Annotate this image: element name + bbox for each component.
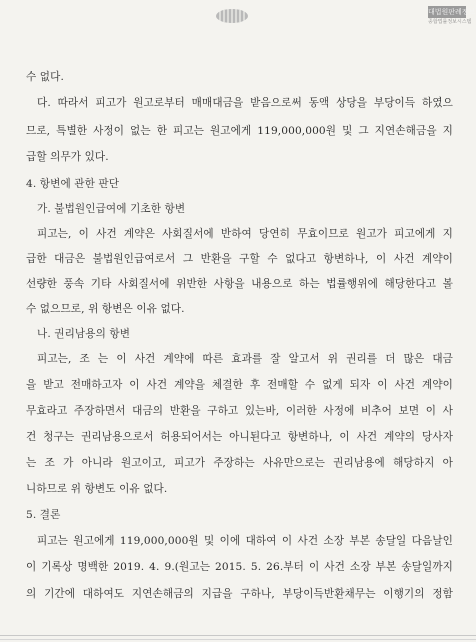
body-line: 수 없으므로, 위 항변은 이유 없다. — [26, 303, 185, 315]
body-line: 므로, 특별한 사정이 없는 한 피고는 원고에게 119,000,000원 및 그 지연손해금을 지 — [26, 125, 453, 137]
body-line: 무효라고 주장하면서 대금의 반환을 구하고 있는바, 이러한 사정에 비추어 보면 이 사 — [26, 405, 453, 417]
body-line: 다. 따라서 피고가 원고로부터 매매대금을 받음으로써 동액 상당을 부당이득 하였으 — [37, 97, 453, 109]
body-line: 을 받고 전매하고자 이 사건 계약을 체결한 후 전매할 수 없게 되자 이 사건 계약이 — [26, 379, 453, 391]
body-line: 피고는, 이 사건 계약은 사회질서에 반하여 당연히 무효이므로 원고가 피고에게 지 — [37, 228, 453, 240]
subsection-heading: 가. 불법원인급여에 기초한 항변 — [37, 203, 186, 215]
source-stamp — [428, 6, 476, 28]
section-heading: 5. 결론 — [26, 509, 61, 521]
body-line: 선량한 풍속 기타 사회질서에 위반한 사항을 내용으로 하는 법률행위에 해당한다고 볼 — [26, 278, 453, 290]
body-line: 피고는, 조 는 이 사건 계약에 따른 효과를 잘 알고서 위 권리를 더 많은 대금 — [37, 353, 453, 365]
section-heading: 4. 항변에 관한 판단 — [26, 178, 120, 190]
body-line: 급한 대금은 불법원인급여로서 그 반환을 구할 수 없다고 항변하나, 이 사건 계약이 — [26, 253, 453, 265]
body-line: 수 없다. — [26, 71, 64, 83]
body-line: 는 조 가 아니라 원고이고, 피고가 주장하는 사유만으로는 권리남용에 해당하지 아 — [26, 457, 453, 469]
page-bottom-rule — [0, 635, 476, 640]
court-emblem-icon — [212, 6, 252, 24]
subsection-heading: 나. 권리남용의 항변 — [37, 328, 131, 340]
body-line: 건 청구는 권리남용으로서 허용되어서는 아니된다고 항변하나, 이 사건 계약의 당사자 — [26, 431, 453, 443]
body-line: 니하므로 위 항변도 이유 없다. — [26, 483, 168, 495]
body-line: 의 기간에 대하여도 지연손해금의 지급을 구하나, 부당이득반환채무는 이행기의 정함 — [26, 588, 453, 600]
body-line: 이 기록상 명백한 2019. 4. 9.(원고는 2015. 5. 26.부터 이 사건 소장 부본 송달일까지 — [26, 561, 453, 573]
body-line: 피고는 원고에게 119,000,000원 및 이에 대하여 이 사건 소장 부본 송달일 다음날인 — [37, 535, 453, 547]
stamp-bottom-text: 종합법률정보시스템 — [428, 19, 472, 25]
stamp-top-text: 대법원판례정보 — [428, 8, 476, 16]
body-line: 급할 의무가 있다. — [26, 151, 109, 163]
